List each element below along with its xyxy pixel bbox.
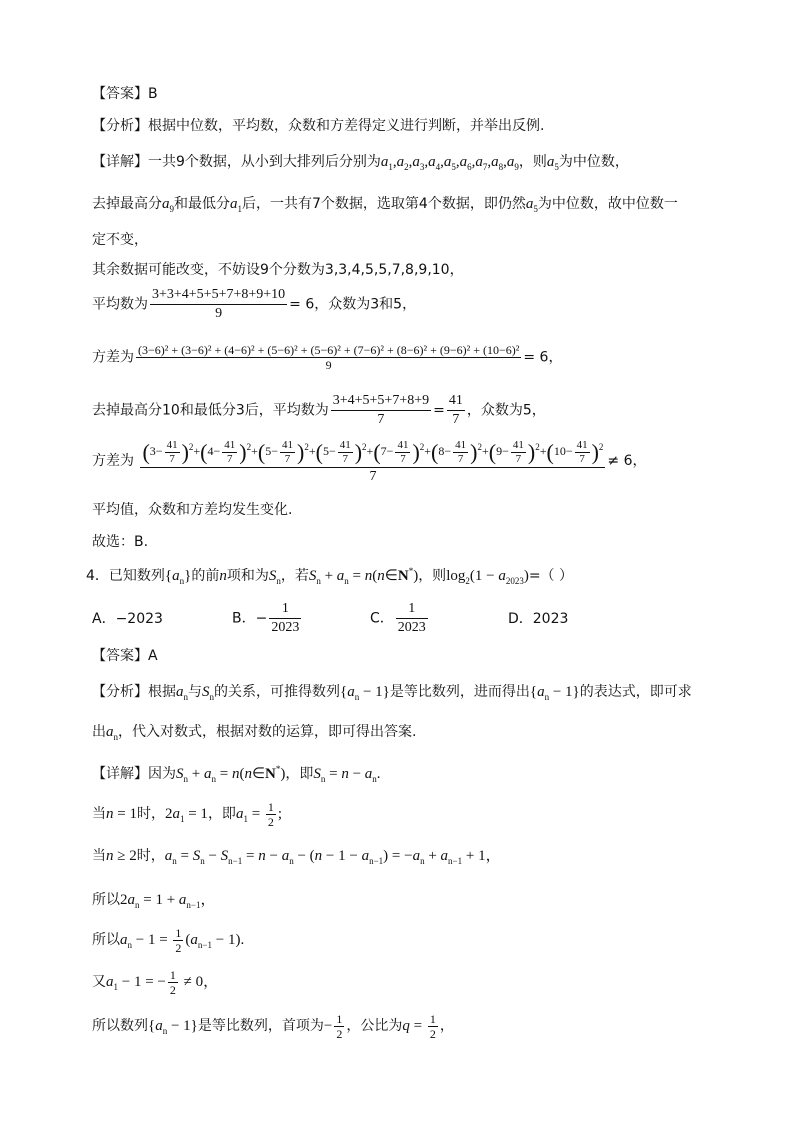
detail-line-4: 其余数据可能改变，不妨设9个分数为3,3,4,5,5,7,8,9,10， (92, 262, 464, 278)
detail-tag: 【详解】 (92, 766, 148, 782)
analysis-text: 根据中位数，平均数，众数和方差得定义进行判断，并举出反例. (148, 118, 545, 134)
trimmed-mean-line: 去掉最高分10和最低分3后，平均数为 $\frac{3+4+5+5+7+8+9}{7}$ = $\frac{41}{7}$ ，众数为5， (92, 393, 546, 427)
answer-tag: 【答案】 (92, 648, 148, 664)
analysis-line-q4-1: 【分析】根据$a_n$与$S_n$的关系，可推得数列$\{a_n - 1\}$是等比数列，进而得出$\{a_n - 1\}$的表达式，即可求 (92, 684, 692, 702)
answer-line-q3 (92, 84, 158, 104)
trimmed-variance-fraction: (3− $\frac{41}{7}$ )$^2$+(4− $\frac{41}{7}$ )$^2$+(5− $\frac{41}{7}$ )$^2$+(5− $\frac{41}{7}$ )$^2$+(7− $\frac{41}{7}$ )$^2$+(8− $\frac{41}{7}$ )$^2$+(9− $\frac{41}{7}$ )$^2$+(10− $\frac{41}{7}$ )$^2$ 7 (140, 436, 605, 486)
question-4-options (92, 600, 732, 640)
analysis-tag: 【分析】 (92, 684, 148, 700)
answer-line-q4 (92, 646, 158, 666)
formula-a9: $a_9$ (162, 196, 174, 214)
detail-tag: 【详解】 (92, 154, 148, 170)
formula-a1: $a_1$ (230, 196, 242, 214)
formula-a5: $a_5$ (546, 154, 559, 172)
mean-fraction: $\frac{3+3+4+5+5+7+8+9+10}{9}$ (152, 287, 286, 321)
analysis-tag: 【分析】 (92, 118, 148, 134)
variance-line-1: 方差为 (3−6)² + (3−6)² + (4−6)² + (5−6)² + (5−6)² + (7−6)² + (8−6)² + (9−6)² + (10−6)² 9 = 6， (92, 343, 563, 372)
detail-line-1: 【详解】一共9个数据，从小到大排列后分别为$a_1,a_2,a_3,a_4,a_5,a_6,a_7,a_8,a_9$，则$a_5$为中位数， (92, 154, 629, 172)
answer-tag: 【答案】 (92, 86, 148, 102)
trimmed-mean-value: $\frac{41}{7}$ (448, 393, 463, 427)
answer-value: A (148, 648, 158, 664)
detail-q4-line-3: 当n ≥ 2时，$a_n = S_n - S_{n-1} = n - a_n - (n - 1 - a_{n-1}) = -a_n + a_{n-1} + 1$， (92, 848, 501, 866)
detail-q4-line-5: 所以$a_n - 1$ = $\frac{1}{2}$ $(a_{n-1} - 1)$. (92, 926, 245, 955)
detail-line-2: 去掉最高分$a_9$和最低分$a_1$后，一共有7个数据，选取第4个数据，即仍然$a_5$为中位数，故中位数一 (92, 196, 678, 214)
answer-value: B (148, 86, 158, 102)
detail-q4-line-4: 所以$2a_n = 1 + a_{n-1}$， (92, 892, 216, 910)
analysis-line-q3 (92, 116, 544, 136)
detail-q4-line-2: 当n = 1时，$2a_1 = 1$，即$a_1$ = $\frac{1}{2}$ ; (92, 800, 283, 829)
option-a[interactable]: A．−2023 (92, 611, 163, 627)
variance-fraction: (3−6)² + (3−6)² + (4−6)² + (5−6)² + (5−6)² + (7−6)² + (8−6)² + (9−6)² + (10−6)² 9 (138, 343, 520, 372)
option-b[interactable]: B．− $\frac{1}{2023}$ (232, 601, 300, 635)
formula-a5: $a_5$ (525, 196, 538, 214)
detail-q4-line-6: 又$a_1 - 1$ = − $\frac{1}{2}$ ≠ 0， (92, 968, 219, 997)
option-c[interactable]: C． $\frac{1}{2023}$ (370, 601, 426, 635)
detail-line-3: 定不变， (92, 232, 148, 248)
question-4-stem: 4．已知数列$\{a_n\}$的前n项和为$S_n$，若$S_n + a_n$ = n(n∈N*)，则$\log_2(1 - a_{2023})=$（ ） (86, 566, 574, 586)
detail-q4-line-1: 【详解】因为$S_n + a_n$ = n(n∈N*)，即$S_n = n - a_n$. (92, 764, 381, 784)
conclusion-line: 平均值，众数和方差均发生变化. (92, 502, 293, 518)
variance-line-2: 方差为 (3− $\frac{41}{7}$ )$^2$+(4− $\frac{41}{7}$ )$^2$+(5− $\frac{41}{7}$ )$^2$+(5− $\frac{41}{7}$ )$^2$+(7− $\frac{41}{7}$ )$^2$+(8− $\frac{41}{7}$ )$^2$+(9− $\frac{41}{7}$ )$^2$+(10− $\frac{41}{7}$ )$^2$ 7 ≠ 6， (92, 436, 647, 486)
choice-line: 故选：B. (92, 534, 149, 550)
option-d[interactable]: D．2023 (508, 611, 569, 627)
detail-q4-line-7: 所以数列$\{a_n - 1\}$是等比数列，首项为− $\frac{1}{2}$ ，公比为q = $\frac{1}{2}$ ， (92, 1012, 454, 1041)
analysis-line-q4-2: 出$a_n$，代入对数式，根据对数的运算，即可得出答案. (92, 724, 417, 742)
mean-line: 平均数为 $\frac{3+3+4+5+5+7+8+9+10}{9}$ = 6，众数为3和5， (92, 287, 417, 321)
formula-sequence: $a_1,a_2,a_3,a_4,a_5,a_6,a_7,a_8,a_9$ (380, 154, 519, 172)
trimmed-mean-fraction: $\frac{3+4+5+5+7+8+9}{7}$ (332, 393, 430, 427)
